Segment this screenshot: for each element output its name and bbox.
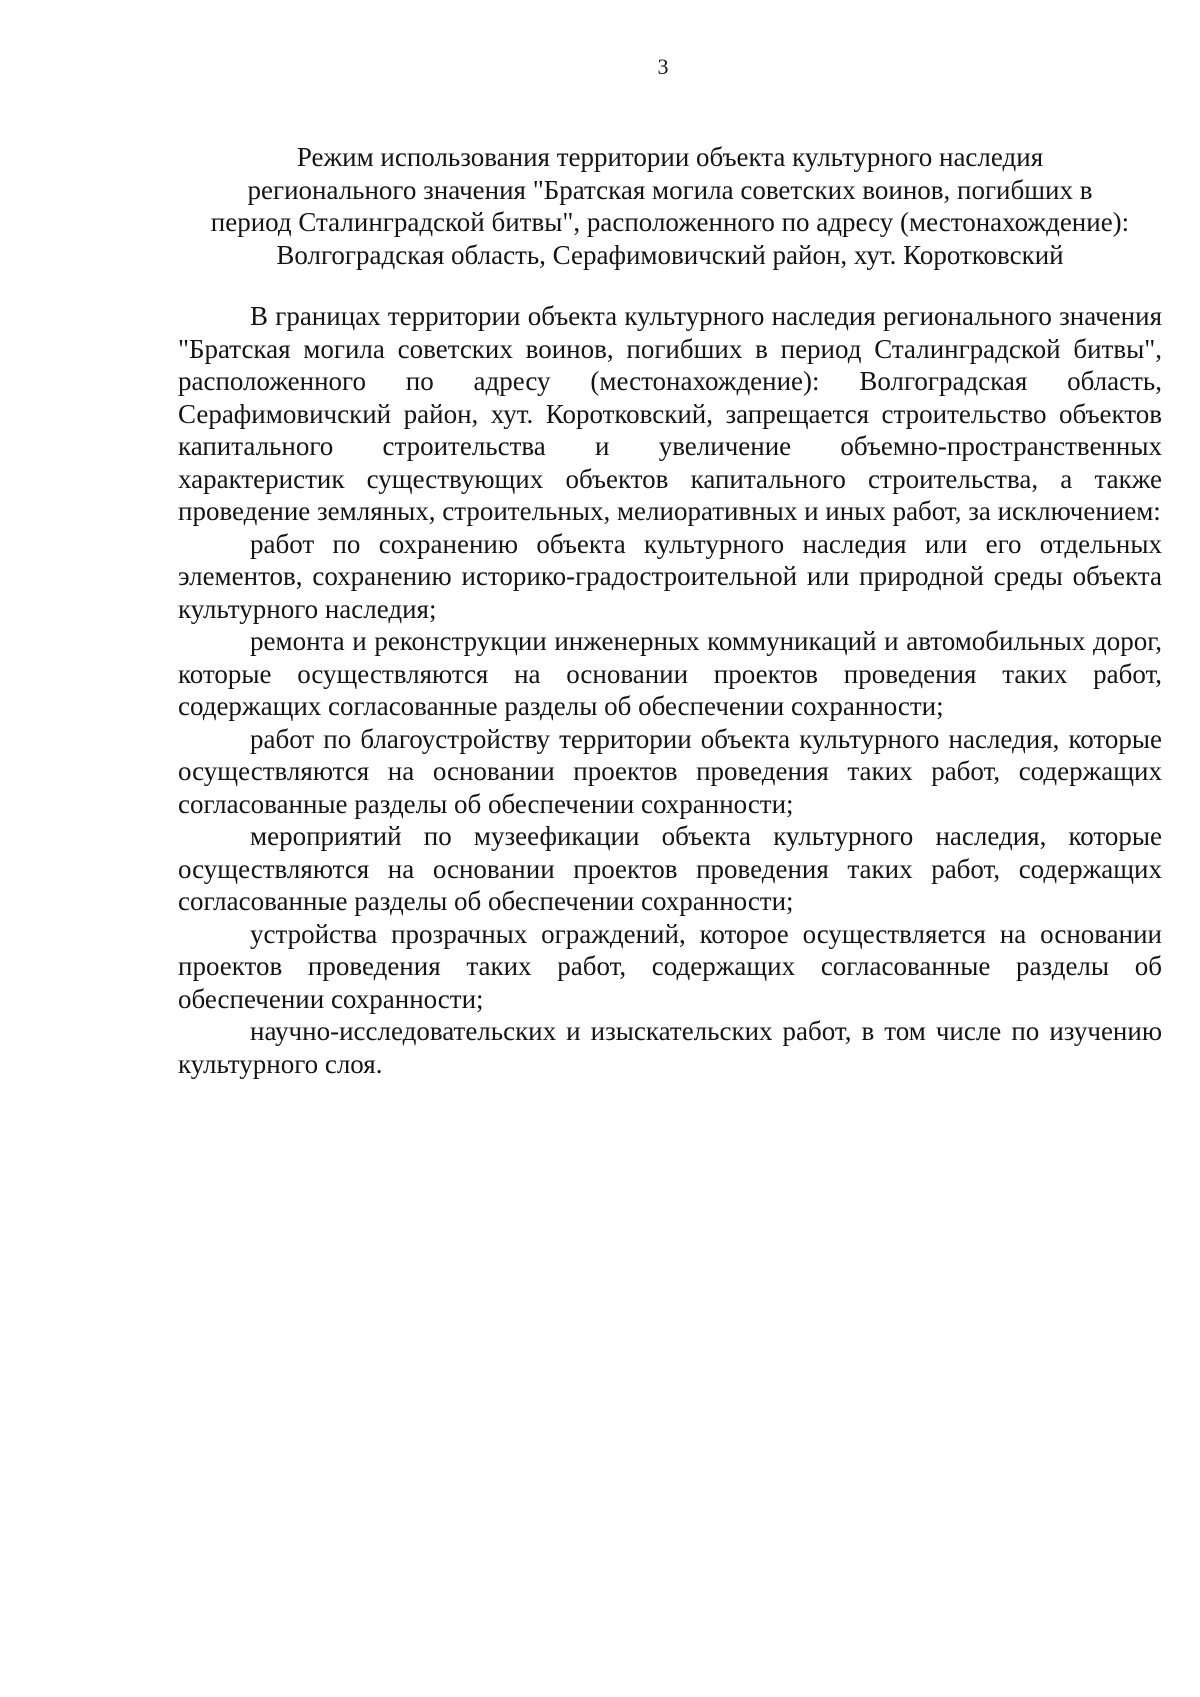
intro-paragraph: В границах территории объекта культурного наследия регионального значения "Братская могила советских воинов, погибших в период Сталинградской битвы", расположенного по адресу (местонахождение): Волгоградская область, Серафимовичский район, хут. Коротковский, запрещается строительство объектов капитального строительства и увеличение объемно-пространственных характеристик существующих объектов капитального строительства, а также проведение земляных, строительных, мелиоративных и иных работ, за исключением: [178, 301, 1162, 526]
title-line: регионального значения "Братская могила советских воинов, погибших в [247, 174, 1093, 205]
exception-item: работ по благоустройству территории объекта культурного наследия, которые осуществляются на основании проектов проведения таких работ, содержащих согласованные разделы об обеспечении сохранности; [178, 723, 1162, 819]
title-line: Режим использования территории объекта культурного наследия [296, 142, 1044, 172]
document-body [178, 300, 1162, 1080]
page-number: 3 [657, 54, 669, 79]
exception-item: ремонта и реконструкции инженерных коммуникаций и автомобильных дорог, которые осуществляются на основании проектов проведения таких работ, содержащих согласованные разделы об обеспечении сохранности; [178, 626, 1162, 721]
title-line: Волгоградская область, Серафимовичский район, хут. Коротковский [276, 239, 1064, 270]
exception-item: устройства прозрачных ограждений, которое осуществляется на основании проектов проведения таких работ, содержащих согласованные разделы об обеспечении сохранности; [178, 918, 1162, 1014]
exception-item: научно-исследовательских и изыскательских работ, в том числе по изучению культурного слоя. [178, 1016, 1162, 1079]
document-title [178, 141, 1162, 271]
exception-item: мероприятий по музеефикации объекта культурного наследия, которые осуществляются на основании проектов проведения таких работ, содержащих согласованные разделы об обеспечении сохранности; [178, 821, 1162, 916]
exception-item: работ по сохранению объекта культурного наследия или его отдельных элементов, сохранению историко-градостроительной или природной среды объекта культурного наследия; [178, 528, 1162, 624]
title-line: период Сталинградской битвы", расположенного по адресу (местонахождение): [210, 207, 1130, 237]
